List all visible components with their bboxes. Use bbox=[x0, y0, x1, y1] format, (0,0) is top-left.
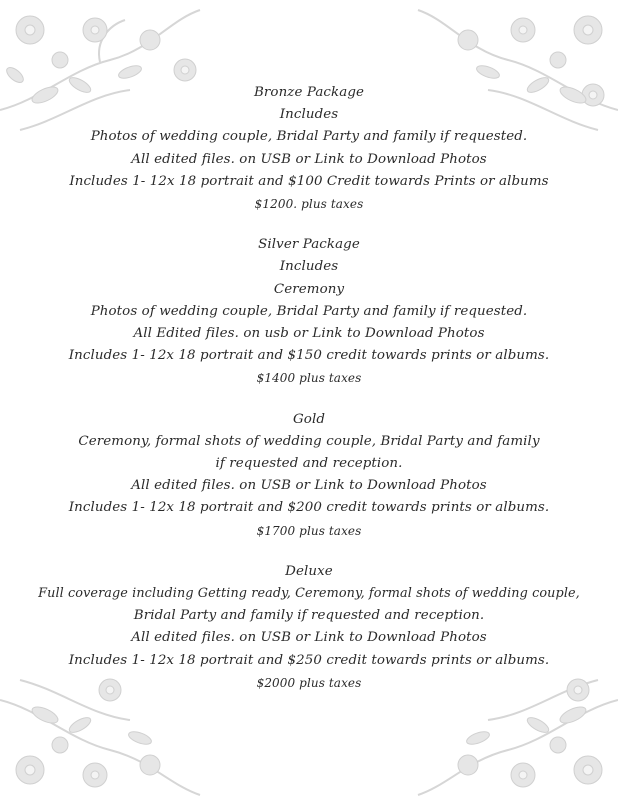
package-includes-label: Includes bbox=[279, 259, 339, 275]
package-detail: All edited files. on USB or Link to Download Photos bbox=[131, 151, 487, 167]
package-detail: Includes 1- 12x 18 portrait and $150 credit towards prints or albums. bbox=[68, 348, 550, 364]
package-detail: Ceremony, formal shots of wedding couple, Bridal Party and family bbox=[78, 433, 540, 449]
package-title: Silver Package bbox=[258, 237, 360, 253]
package-detail: Full coverage including Getting ready, Ceremony, formal shots of wedding couple, bbox=[38, 586, 580, 602]
package-title: Deluxe bbox=[285, 563, 333, 579]
package-price: $1200. plus taxes bbox=[254, 197, 364, 212]
package-detail: All edited files. on USB or Link to Download Photos bbox=[131, 630, 487, 646]
package-title: Bronze Package bbox=[253, 85, 365, 100]
package-silver bbox=[0, 234, 618, 389]
package-deluxe bbox=[0, 561, 618, 694]
package-detail: Bridal Party and family if requested and reception. bbox=[133, 608, 485, 624]
package-detail: Photos of wedding couple, Bridal Party and family if requested. bbox=[90, 129, 528, 145]
package-price: $1400 plus taxes bbox=[256, 371, 362, 386]
package-list bbox=[0, 82, 618, 713]
package-detail: All Edited files. on usb or Link to Download Photos bbox=[133, 326, 485, 342]
package-price: $1700 plus taxes bbox=[256, 523, 362, 538]
package-detail: Includes 1- 12x 18 portrait and $100 Credit towards Prints or albums bbox=[69, 173, 549, 189]
package-bronze bbox=[0, 82, 618, 215]
package-detail: Includes 1- 12x 18 portrait and $200 credit towards prints or albums. bbox=[68, 500, 550, 516]
package-detail: Ceremony bbox=[273, 281, 345, 297]
package-detail: Photos of wedding couple, Bridal Party and family if requested. bbox=[90, 303, 528, 319]
package-gold bbox=[0, 409, 618, 542]
package-detail: Includes 1- 12x 18 portrait and $250 credit towards prints or albums. bbox=[68, 652, 550, 668]
package-includes-label: Includes bbox=[279, 107, 339, 123]
package-detail: if requested and reception. bbox=[215, 456, 403, 472]
package-title: Gold bbox=[292, 411, 325, 427]
package-detail: All edited files. on USB or Link to Download Photos bbox=[131, 478, 487, 494]
package-price: $2000 plus taxes bbox=[256, 675, 362, 690]
